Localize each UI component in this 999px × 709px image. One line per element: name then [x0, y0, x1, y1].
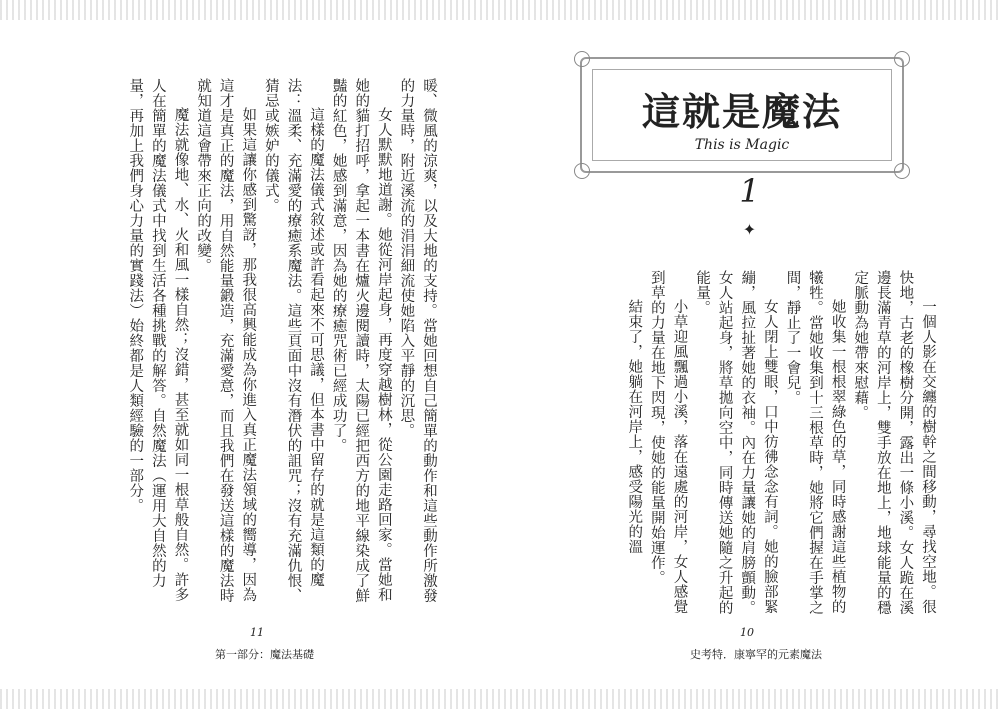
chapter-title: 這就是魔法: [641, 89, 842, 134]
paragraph: 如果這讓你感到驚訝，那我很高興能成為你進入真正魔法領域的嚮導，因為這才是真正的魔法，用自然能量鍛造，充滿愛意，而且我們在發送這樣的魔法時就知道這會帶來正向的改變。: [195, 78, 257, 603]
paragraph: 小草迎風飄過小溪，落在遠處的河岸，女人感覺到草的力量在地下閃現，使她的能量開始運作。: [648, 270, 688, 614]
paragraph: 魔法就像地、水、火和風一樣自然；沒錯，甚至就如同一根草般自然。許多人在簡單的魔法儀式中找到生活各種挑戰的解答。自然魔法（運用大自然的力量，再加上我們身心力量的實踐法）始終都是人類經驗的一部分。: [127, 78, 189, 602]
chapter-title-frame: [580, 57, 904, 173]
left-body-text: [124, 78, 440, 610]
frame-corner-ornament: [574, 51, 590, 67]
paragraph: 女人默默地道謝。她從河岸起身，再度穿越樹林，從公園走路回家。當她和她的貓打招呼，拿起一本書在爐火邊閱讀時，太陽已經把西方的地平線染成了鮮豔的紅色，她感到滿意，因為她的療癒咒術已經成功了。: [330, 78, 392, 603]
paragraph: 女人閉上雙眼，口中彷彿念念有詞。她的臉部緊繃，風拉扯著她的衣袖。內在力量讓她的肩膀顫動。女人站起身，將草拋向空中，同時傳送她隨之升起的能量。: [694, 270, 778, 615]
section-number: 1: [739, 172, 760, 210]
running-footer: 第一部分：魔法基礎: [215, 648, 314, 661]
paragraph: 結束了，她躺在河岸上，感受陽光的溫: [626, 299, 643, 554]
chapter-subtitle: This is Magic: [694, 137, 790, 153]
page-number: 10: [740, 626, 754, 639]
page-number: 11: [250, 626, 264, 639]
paragraph: 她收集一根根翠綠色的草，同時感謝這些植物的犧牲。當她收集到十三根草時，她將它們握在手掌之間，靜止了一會兒。: [784, 270, 846, 615]
left-page: [0, 22, 500, 687]
bottom-ornament-band: [0, 689, 999, 709]
paragraph: 一個人影在交纏的樹幹之間移動，尋找空地。很快地，古老的橡樹分開，露出一條小溪。女人跪在溪邊長滿青草的河岸上，雙手放在地上，地球能量的穩定脈動為她帶來慰藉。: [852, 270, 936, 615]
sparkle-ornament-icon: ✦: [742, 220, 757, 239]
right-body-text: [623, 270, 939, 620]
paragraph: 暖、微風的涼爽，以及大地的支持。當她回想自己簡單的動作和這些動作所激發的力量時，附近溪流的涓涓細流使她陷入平靜的沉思。: [398, 78, 437, 603]
frame-corner-ornament: [894, 51, 910, 67]
paragraph: 這樣的魔法儀式敘述或許看起來不可思議，但本書中留存的就是這類的魔法：溫柔、充滿愛的療癒系魔法。這些頁面中沒有潛伏的詛咒；沒有充滿仇恨、猜忌或嫉妒的儀式。: [262, 78, 325, 603]
running-footer: 史考特．康寧罕的元素魔法: [690, 648, 822, 661]
top-ornament-band: [0, 0, 999, 20]
right-page: [500, 22, 999, 687]
